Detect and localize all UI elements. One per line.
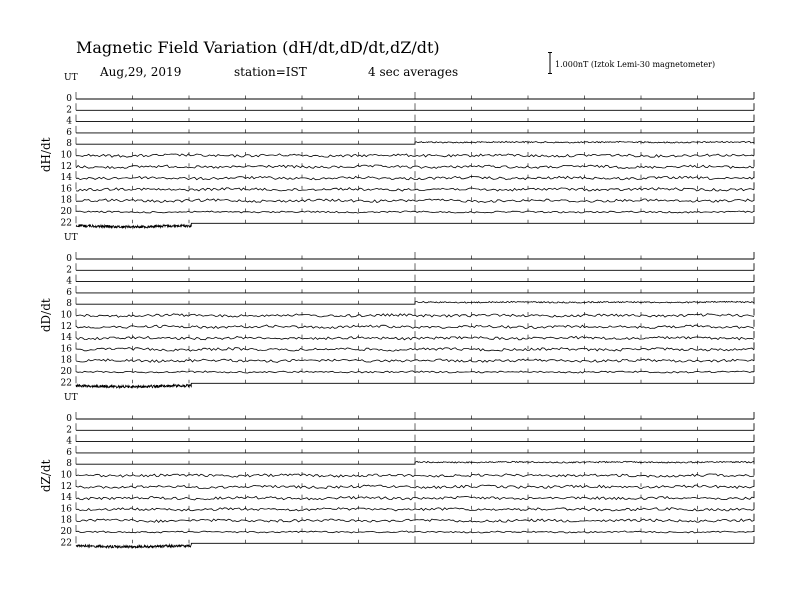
- row-ticks: [76, 376, 754, 383]
- hour-label: 14: [60, 173, 72, 184]
- row-ticks: [76, 216, 754, 223]
- hour-label: 22: [60, 538, 72, 549]
- trace-line: [76, 211, 754, 213]
- trace-line: [76, 301, 754, 304]
- hour-label: 4: [66, 276, 72, 287]
- hour-label: 18: [60, 355, 72, 366]
- hour-label: 0: [66, 414, 72, 424]
- hour-label: 0: [66, 94, 72, 104]
- panel-ylabel: dZ/dt: [39, 459, 53, 493]
- ut-label: UT: [64, 73, 78, 83]
- hour-label: 6: [66, 287, 72, 298]
- row-ticks: [76, 423, 754, 430]
- row-ticks: [76, 103, 754, 110]
- ut-label: UT: [64, 233, 78, 243]
- hour-label: 20: [60, 207, 72, 217]
- panel-ylabel: dD/dt: [39, 298, 53, 333]
- panel-dZ-dt: [39, 393, 754, 548]
- row-ticks: [76, 275, 754, 282]
- hour-label: 16: [60, 504, 72, 515]
- hour-label: 10: [60, 310, 72, 321]
- trace-line: [76, 543, 754, 548]
- row-ticks: [76, 252, 754, 259]
- hour-label: 8: [66, 139, 72, 150]
- hour-label: 20: [60, 367, 72, 377]
- hour-label: 8: [66, 299, 72, 310]
- hour-label: 14: [60, 333, 72, 344]
- hour-label: 6: [66, 447, 72, 458]
- hour-label: 0: [66, 254, 72, 264]
- row-ticks: [76, 365, 754, 372]
- hour-label: 16: [60, 344, 72, 355]
- hour-label: 10: [60, 470, 72, 481]
- row-ticks: [76, 536, 754, 543]
- row-ticks: [76, 263, 754, 270]
- row-ticks: [76, 331, 754, 338]
- hour-label: 16: [60, 184, 72, 195]
- row-ticks: [76, 92, 754, 99]
- panel-dD-dt: [39, 233, 754, 388]
- hour-label: 20: [60, 527, 72, 537]
- row-ticks: [76, 502, 754, 509]
- row-ticks: [76, 182, 754, 189]
- averaging-label: 4 sec averages: [368, 65, 459, 79]
- scale-label: 1.000nT (Iztok Lemi-30 magnetometer): [555, 60, 716, 69]
- row-ticks: [76, 115, 754, 122]
- hour-label: 4: [66, 116, 72, 127]
- hour-label: 18: [60, 515, 72, 526]
- hour-label: 12: [60, 481, 72, 492]
- hour-label: 2: [66, 265, 72, 276]
- hour-label: 14: [60, 493, 72, 504]
- hour-label: 18: [60, 195, 72, 206]
- hour-label: 12: [60, 321, 72, 332]
- hour-label: 22: [60, 218, 72, 229]
- hour-label: 10: [60, 150, 72, 161]
- trace-line: [76, 383, 754, 388]
- row-ticks: [76, 126, 754, 133]
- panel-dH-dt: [39, 73, 754, 228]
- row-ticks: [76, 435, 754, 442]
- panel-ylabel: dH/dt: [39, 137, 53, 173]
- chart-title: Magnetic Field Variation (dH/dt,dD/dt,dZ/dt): [76, 38, 440, 57]
- hour-label: 2: [66, 105, 72, 116]
- ut-label: UT: [64, 393, 78, 403]
- row-ticks: [76, 446, 754, 453]
- hour-label: 8: [66, 459, 72, 470]
- hour-label: 6: [66, 127, 72, 138]
- date-label: Aug,29, 2019: [100, 65, 182, 79]
- hour-label: 22: [60, 378, 72, 389]
- station-label: station=IST: [234, 65, 307, 79]
- row-ticks: [76, 412, 754, 419]
- row-ticks: [76, 320, 754, 327]
- hour-label: 2: [66, 425, 72, 436]
- hour-label: 12: [60, 161, 72, 172]
- row-ticks: [76, 286, 754, 293]
- hour-label: 4: [66, 436, 72, 447]
- trace-line: [76, 223, 754, 228]
